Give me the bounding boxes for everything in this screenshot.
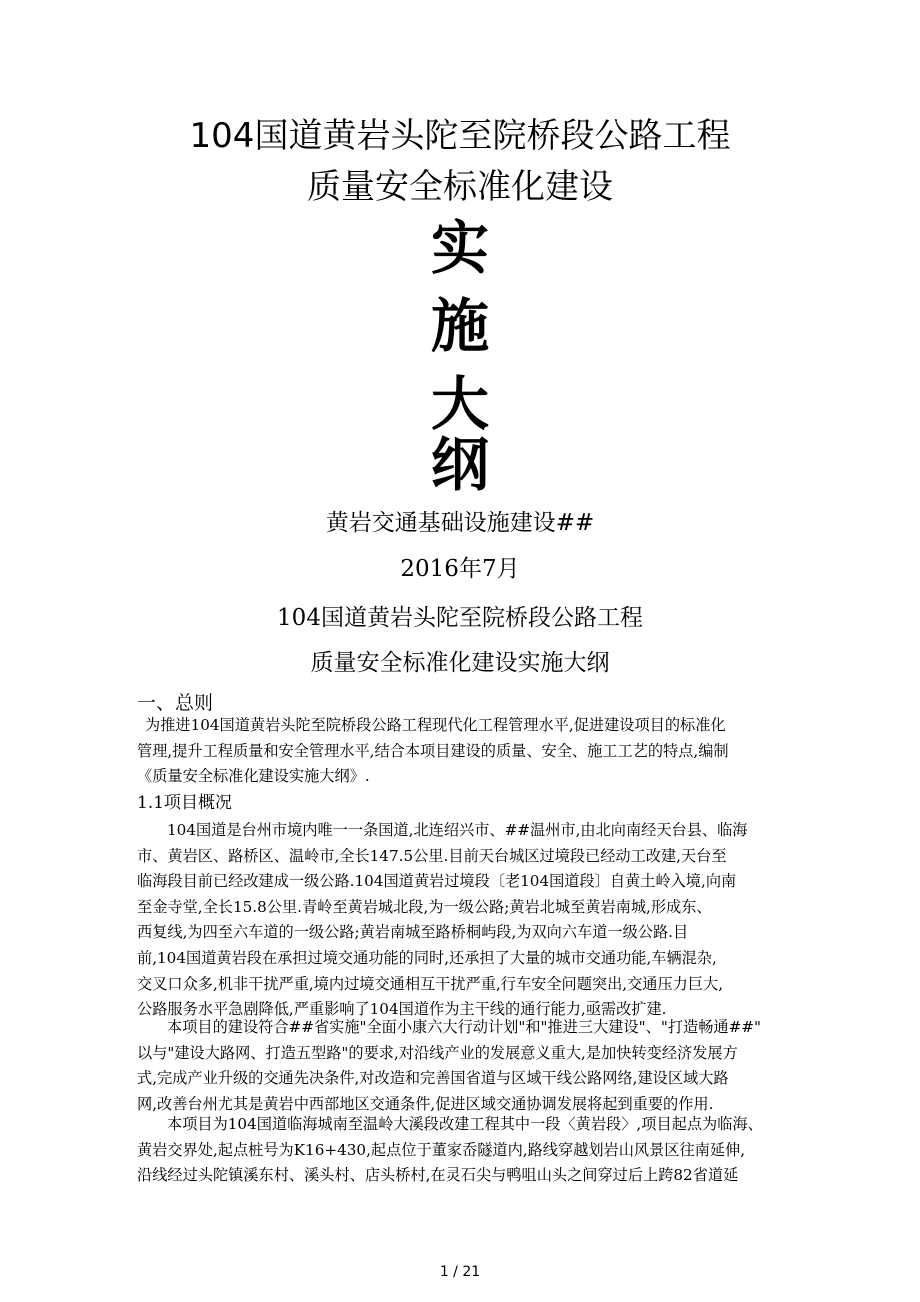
overview-paragraph-2 xyxy=(137,1015,785,1117)
paragraph-line: 黄岩交界处,起点桩号为K16+430,起点位于董家岙隧道内,路线穿越划岩山风景区往南延伸, xyxy=(137,1140,746,1159)
paragraph-line: 交叉口众多,机非干扰严重,境内过境交通相互干扰严重,行车安全问题突出,交通压力巨大, xyxy=(137,974,724,993)
page-indicator: 1 / 21 xyxy=(439,1264,481,1280)
paragraph-line: 公路服务水平急剧降低,严重影响了104国道作为主干线的通行能力,亟需改扩建. xyxy=(137,1000,667,1019)
paragraph-line: 以与"建设大路网、打造五型路"的要求,对沿线产业的发展意义重大,是加快转变经济发展方 xyxy=(137,1043,738,1062)
paragraph-line: 市、黄岩区、路桥区、温岭市,全长147.5公里.目前天台城区过境段已经动工改建,天台至 xyxy=(137,846,727,865)
cover-title-line1: 104国道黄岩头陀至院桥段公路工程 xyxy=(189,116,731,156)
paragraph-line: 《质量安全标准化建设实施大纲》. xyxy=(137,767,370,786)
cover-big-char-1: 实 xyxy=(430,214,489,282)
paragraph-line: 104国道是台州市境内唯一一条国道,北连绍兴市、##温州市,由北向南经天台县、临海 xyxy=(167,821,748,839)
paragraph-line: 临海段目前已经改建成一级公路.104国道黄岩过境段〔老104国道段〕自黄土岭入境,向南 xyxy=(137,872,737,891)
paragraph-line: 至金寺堂,全长15.8公里.青岭至黄岩城北段,为一级公路;黄岩北城至黄岩南城,形成东、 xyxy=(137,897,712,916)
intro-paragraph xyxy=(137,713,785,790)
paragraph-line: 本项目的建设符合##省实施"全面小康六大行动计划"和"推进三大建设"、"打造畅通##" xyxy=(167,1018,762,1036)
cover-organization: 黄岩交通基础设施建设## xyxy=(325,510,595,536)
paragraph-line: 为推进104国道黄岩头陀至院桥段公路工程现代化工程管理水平,促进建设项目的标准化 xyxy=(145,716,726,734)
paragraph-line: 式,完成产业升级的交通先决条件,对改造和完善国省道与区域干线公路网络,建设区域大路 xyxy=(137,1069,729,1088)
paragraph-line: 西复线,为四至六车道的一级公路;黄岩南城至路桥桐屿段,为双向六车道一级公路.目 xyxy=(137,923,689,942)
paragraph-line: 网,改善台州尤其是黄岩中西部地区交通条件,促进区域交通协调发展将起到重要的作用. xyxy=(137,1094,714,1113)
doc-subtitle-line1: 104国道黄岩头陀至院桥段公路工程 xyxy=(277,605,643,631)
paragraph-line: 管理,提升工程质量和安全管理水平,结合本项目建设的质量、安全、施工工艺的特点,编制 xyxy=(137,741,729,760)
cover-big-char-4: 纲 xyxy=(430,431,489,499)
subsection-heading: 1.1项目概况 xyxy=(137,793,233,813)
paragraph-line: 沿线经过头陀镇溪东村、溪头村、店头桥村,在灵石尖与鸭咀山头之间穿过后上跨82省道延 xyxy=(137,1166,739,1185)
paragraph-line: 前,104国道黄岩段在承担过境交通功能的同时,还承担了大量的城市交通功能,车辆混杂, xyxy=(137,948,717,967)
section-heading: 一、总则 xyxy=(137,692,214,714)
cover-title-line2: 质量安全标准化建设 xyxy=(307,167,613,207)
paragraph-line: 本项目为104国道临海城南至温岭大溪段改建工程其中一段〈黄岩段〉,项目起点为临海、 xyxy=(167,1115,763,1133)
cover-big-char-2: 施 xyxy=(430,292,489,360)
cover-date: 2016年7月 xyxy=(400,556,520,582)
overview-paragraph-1 xyxy=(137,818,785,1023)
cover-big-char-3: 大 xyxy=(430,370,489,438)
overview-paragraph-3 xyxy=(137,1112,785,1189)
doc-subtitle-line2: 质量安全标准化建设实施大纲 xyxy=(310,650,610,676)
